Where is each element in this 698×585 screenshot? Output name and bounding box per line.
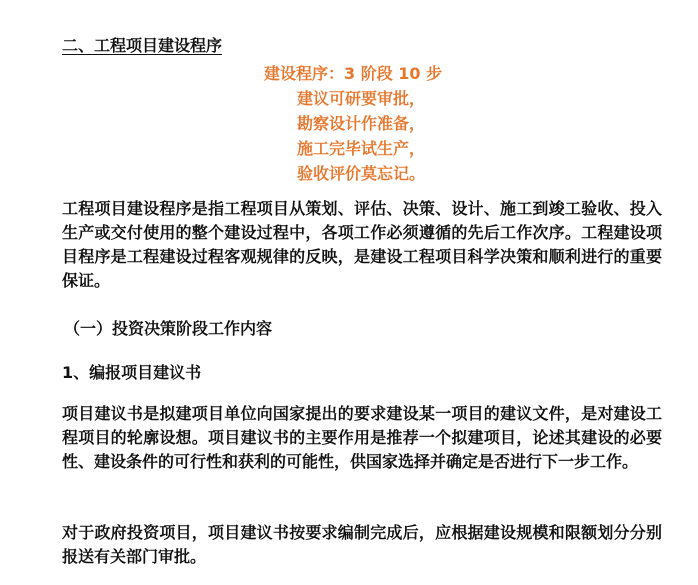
item-heading: 1、编报项目建议书 [62, 363, 202, 382]
mnemonic-line-2: 建议可研要审批， [297, 89, 426, 108]
mnemonic-line-5: 验收评价莫忘记。 [297, 164, 426, 183]
mnemonic-line-1: 建设程序：3 阶段 10 步 [264, 64, 443, 83]
item-paragraph: 项目建议书是拟建项目单位向国家提出的要求建设某一项目的建议文件，是对建设工程项目的轮廓设想。项目建议书的主要作用是推荐一个拟建项目，论述其建设的必要性、建设条件的可行性和获利的可能性，供国家选择并确定是否进行下一步工作。 [62, 404, 662, 471]
mnemonic-line-4: 施工完毕试生产， [297, 139, 426, 158]
intro-paragraph: 工程项目建设程序是指工程项目从策划、评估、决策、设计、施工到竣工验收、投入生产或交付使用的整个建设过程中，各项工作必须遵循的先后工作次序。工程建设项目程序是工程建设过程客观规律的反映，是建设工程项目科学决策和顺利进行的重要保证。 [62, 199, 662, 290]
mnemonic-line-3: 勘察设计作准备， [297, 114, 426, 133]
government-paragraph: 对于政府投资项目，项目建议书按要求编制完成后，应根据建设规模和限额划分分别 报送有关部门审批。 [62, 523, 679, 566]
subsection-heading: （一）投资决策阶段工作内容 [64, 319, 273, 338]
section-title: 二、工程项目建设程序 [62, 36, 223, 55]
